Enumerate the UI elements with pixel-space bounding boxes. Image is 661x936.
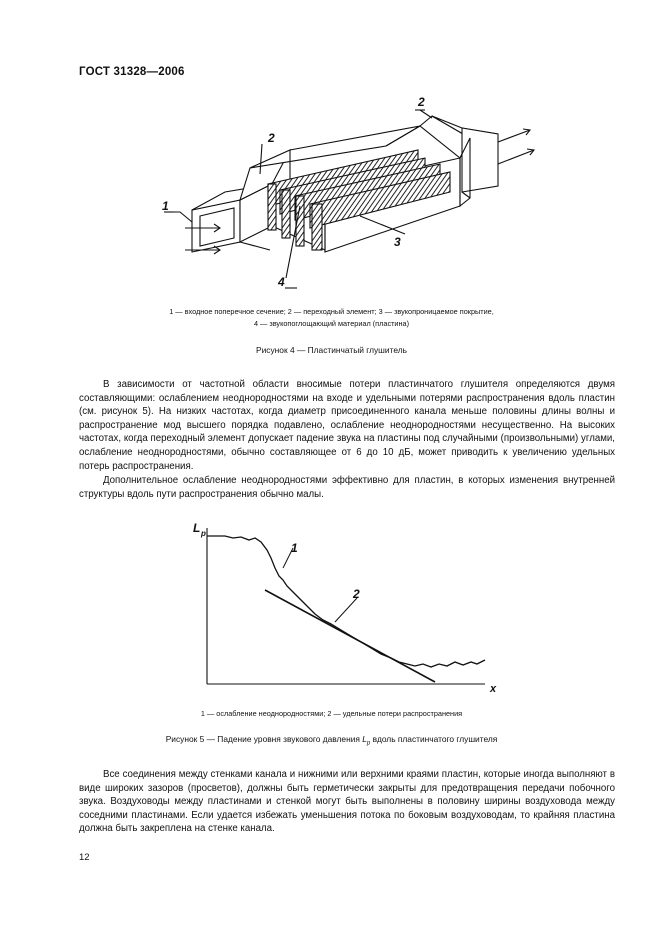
figure-5-caption-symbol: L [362, 734, 367, 744]
figure-4-caption: Рисунок 4 — Пластинчатый глушитель [256, 345, 407, 355]
curve-1 [207, 536, 485, 667]
figure-5-caption-symbol-sub: p [366, 740, 371, 747]
figure-4-silencer-drawing [150, 88, 540, 298]
figure-4-label-3: 3 [394, 235, 401, 249]
figure-4-label-1: 1 [162, 199, 169, 213]
paragraph-3: Все соединения между стенками канала и нижними или верхними краями пластин, которые иногда выполняют в виде широких зазоров (просветов), должны быть герметически закрыты для предотвращения передачи побочного звука. Воздуховоды между пластинами и стенкой могут быть выполнены в половину ширины воздуховода между соседними пластинами. Если удается избежать уменьшения потока по боковым воздуховодам, то крайняя пластина должна быть закреплена на стенке канала. [79, 769, 615, 835]
y-axis-label-sub: p [201, 529, 206, 538]
document-header: ГОСТ 31328—2006 [79, 66, 185, 78]
figure-5-caption-prefix: Рисунок 5 — Падение уровня звукового давления [165, 734, 363, 744]
paragraph-2: Дополнительное ослабление неоднородностями эффективно для пластин, в которых изменения внутренней структуры вдоль пути распространения обычно малы. [79, 475, 615, 500]
y-axis-label: L [193, 521, 201, 535]
figure-5-caption-suffix: вдоль пластинчатого глушителя [370, 734, 498, 744]
figure-5-legend: 1 — ослабление неоднородностями; 2 — удельные потери распространения [200, 709, 463, 718]
figure-4-legend-line-1: 1 — входное поперечное сечение; 2 — переходный элемент; 3 — звукопроницаемое покрытие, [169, 307, 494, 316]
figure-4-legend-line-2: 4 — звукопоглощающий материал (пластина) [253, 319, 410, 328]
curve-2-label: 2 [353, 587, 360, 601]
x-axis-label: x [490, 683, 497, 695]
curve-2 [265, 590, 435, 682]
figure-5-level-chart [185, 518, 505, 696]
page-number: 12 [79, 852, 90, 863]
paragraph-1: В зависимости от частотной области вносимые потери пластинчатого глушителя определяются двумя составляющими: ослаблением неоднородностями на входе и удельными потерями распространения вдоль пластин (см. рисунок 5). На низких частотах, когда диаметр присоединенного канала меньше половины длины волны и распространение мод высшего порядка подавлено, ослабление неоднородностями несущественно. На высоких частотах, когда переходный элемент допускает падение звука на пластины под случайными (произвольными) углами, ослабление неоднородностями, обычно составляющее от 6 до 10 дБ, может приводить к увеличению удельных потерь распространения. [79, 379, 615, 472]
figure-5-caption [79, 734, 584, 747]
figure-4-label-2-outlet: 2 [418, 95, 425, 109]
curve-1-label: 1 [291, 541, 298, 555]
figure-4-label-2-inlet: 2 [268, 131, 275, 145]
figure-4-label-4: 4 [278, 275, 285, 289]
